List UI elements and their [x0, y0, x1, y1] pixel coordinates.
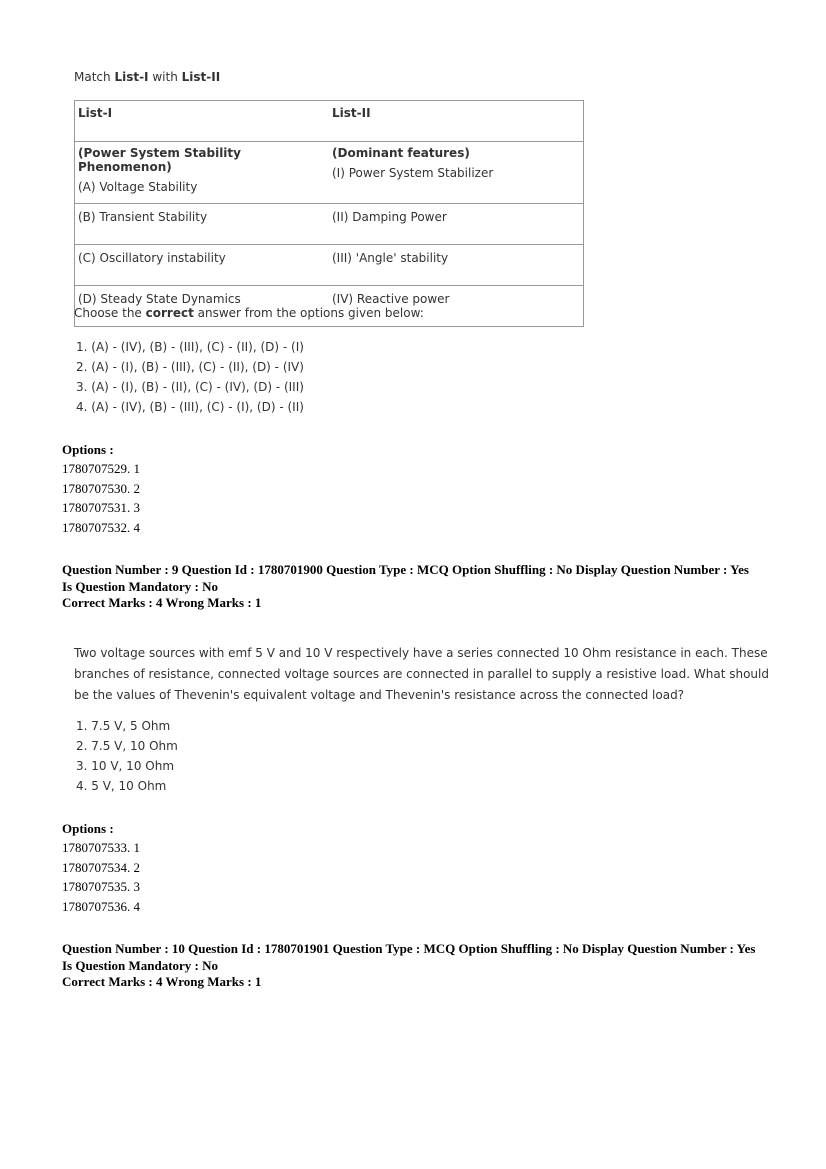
table-cell: (C) Oscillatory instability — [75, 245, 330, 286]
match-table — [74, 100, 584, 327]
table-cell-text: (I) Power System Stabilizer — [332, 166, 494, 180]
option-item: 1780707530. 2 — [62, 480, 140, 496]
q9-choice-list — [76, 716, 178, 796]
table-cell: (IV) Reactive power — [329, 286, 584, 327]
table-cell: (III) 'Angle' stability — [329, 245, 584, 286]
q8-choose-bold: correct — [145, 306, 194, 320]
list-item: 4. (A) - (IV), (B) - (III), (C) - (I), (D) - (II) — [76, 400, 304, 414]
option-item: 1780707536. 4 — [62, 898, 140, 914]
options-label: Options : — [62, 442, 114, 457]
table-row — [75, 245, 584, 286]
table-cell — [75, 142, 330, 204]
q9-question-text: Two voltage sources with emf 5 V and 10 V respectively have a series connected 10 Ohm resistance in each. These branches of resistance, connected voltage sources are connected in parallel to supply a resistive load. What should be the values of Thevenin's equivalent voltage and Thevenin's resistance across the connected load? — [74, 646, 769, 702]
q8-instruction — [74, 306, 424, 320]
table-header-cell: List-II — [329, 101, 584, 142]
option-item: 1780707535. 3 — [62, 879, 140, 895]
table-row — [75, 204, 584, 245]
list-item: 2. 7.5 V, 10 Ohm — [76, 739, 178, 753]
question-mandatory-line: Is Question Mandatory : No — [62, 957, 219, 973]
list-item: 3. 10 V, 10 Ohm — [76, 759, 175, 773]
q9-header — [62, 562, 782, 612]
list-item: 2. (A) - (I), (B) - (III), (C) - (II), (D) - (IV) — [76, 360, 304, 374]
option-item: 1780707532. 4 — [62, 519, 140, 535]
q8-options — [62, 440, 140, 537]
q8-intro-prefix: Match — [74, 70, 115, 84]
options-label: Options : — [62, 821, 114, 836]
table-header-cell: List-I — [75, 101, 330, 142]
table-cell: (D) Steady State Dynamics — [75, 286, 330, 327]
option-item: 1780707533. 1 — [62, 840, 140, 856]
list-item: 3. (A) - (I), (B) - (II), (C) - (IV), (D) - (III) — [76, 380, 304, 394]
q10-header — [62, 941, 782, 991]
question-mandatory-line: Is Question Mandatory : No — [62, 578, 219, 594]
question-meta-line: Question Number : 9 Question Id : 1780701900 Question Type : MCQ Option Shuffling : No Display Question Number : Yes — [62, 562, 749, 577]
list-item: 1. (A) - (IV), (B) - (III), (C) - (II), (D) - (I) — [76, 340, 304, 354]
q8-intro — [74, 70, 220, 84]
question-meta-line: Question Number : 10 Question Id : 1780701901 Question Type : MCQ Option Shuffling : No Display Question Number : Yes — [62, 941, 756, 956]
list-item: 4. 5 V, 10 Ohm — [76, 779, 167, 793]
q8-intro-list1: List-I — [114, 70, 149, 84]
option-item: 1780707534. 2 — [62, 859, 140, 875]
table-subheader: (Power System Stability Phenomenon) — [78, 146, 241, 174]
q8-intro-list2: List-II — [181, 70, 221, 84]
table-header-row — [75, 101, 584, 142]
table-cell: (B) Transient Stability — [75, 204, 330, 245]
table-cell-text: (A) Voltage Stability — [78, 180, 198, 194]
q8-choice-list — [76, 337, 304, 417]
list-item: 1. 7.5 V, 5 Ohm — [76, 719, 171, 733]
table-cell: (II) Damping Power — [329, 204, 584, 245]
question-marks-line: Correct Marks : 4 Wrong Marks : 1 — [62, 974, 262, 989]
table-cell — [329, 142, 584, 204]
table-subheader: (Dominant features) — [332, 146, 470, 160]
q8-choose-prefix: Choose the — [74, 306, 146, 320]
question-marks-line: Correct Marks : 4 Wrong Marks : 1 — [62, 595, 262, 610]
q8-choose-suffix: answer from the options given below: — [193, 306, 424, 320]
option-item: 1780707531. 3 — [62, 500, 140, 516]
table-row — [75, 142, 584, 204]
q8-intro-mid: with — [148, 70, 182, 84]
option-item: 1780707529. 1 — [62, 461, 140, 477]
q9-options — [62, 819, 140, 916]
